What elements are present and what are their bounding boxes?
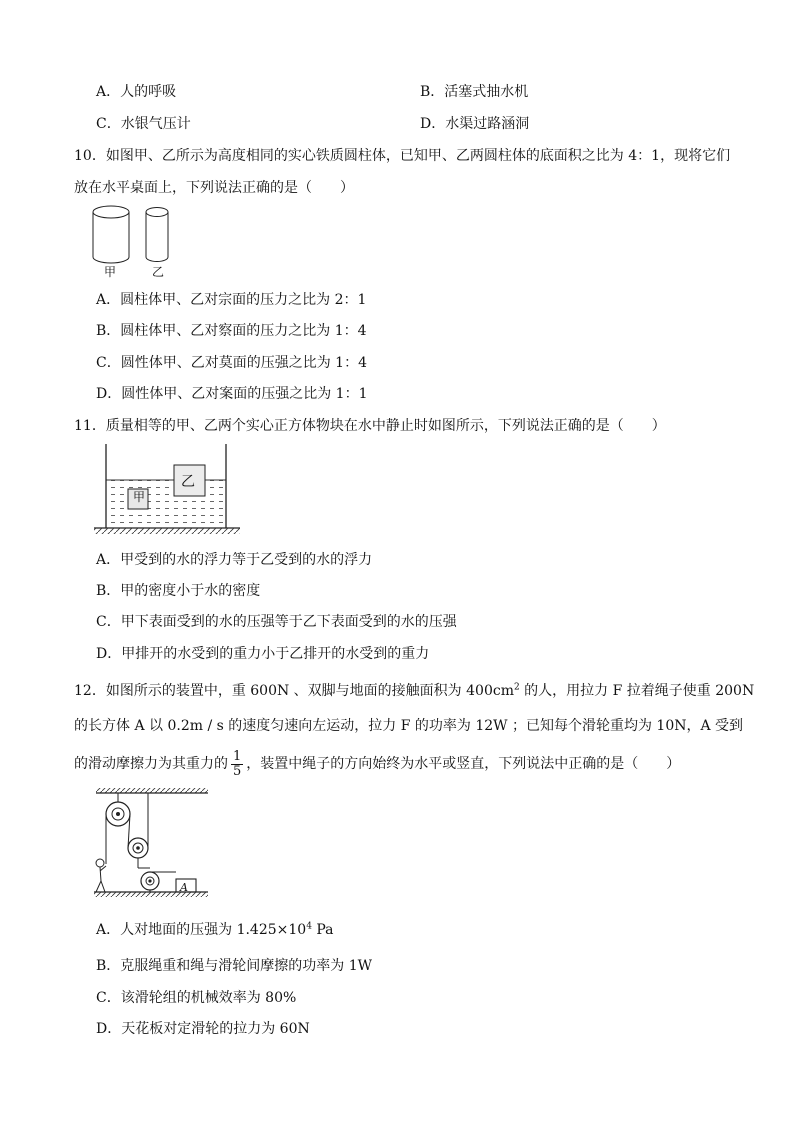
option-text: 人的呼吸 [120, 84, 177, 100]
q11-stem: 11．质量相等的甲、乙两个实心正方体物块在水中静止时如图所示，下列说法正确的是（ ） [74, 418, 666, 434]
option-letter: B． [96, 323, 121, 339]
option-text: 圆柱体甲、乙对察面的压力之比为 1：4 [120, 323, 367, 339]
option-text: 克服绳重和绳与滑轮间摩擦的功率为 1W [120, 958, 373, 974]
option-superscript: 4 [306, 921, 312, 932]
cylinder-jia-top [93, 206, 129, 218]
cylinder-label-jia: 甲 [104, 265, 117, 279]
floor-hatch [94, 892, 208, 897]
option-text: 圆性体甲、乙对莫面的压强之比为 1：4 [120, 355, 367, 371]
option-text: 该滑轮组的机械效率为 80% [120, 990, 297, 1006]
q10-option-c [96, 353, 367, 373]
q11-water-container-figure [92, 442, 242, 536]
option-letter: D． [420, 116, 446, 132]
q12-option-b [96, 956, 372, 976]
option-letter: C． [96, 614, 121, 630]
person-body [96, 866, 106, 892]
option-letter: D． [96, 1021, 122, 1037]
option-letter: B． [420, 84, 445, 100]
cylinder-yi-top [146, 208, 168, 217]
fraction-one-fifth [231, 750, 243, 779]
option-letter: D． [96, 646, 122, 662]
fraction-denominator: 5 [233, 763, 242, 779]
q10-stem-line2: 放在水平桌面上，下列说法正确的是（ ） [74, 180, 354, 196]
q11-option-c [96, 612, 457, 632]
option-letter: C． [96, 116, 121, 132]
stem-text: ，装置中绳子的方向始终为水平或竖直，下列说法中正确的是（ ） [246, 756, 681, 772]
option-text: 甲受到的水的浮力等于乙受到的水的浮力 [120, 552, 373, 568]
q12-stem-line1 [74, 681, 754, 701]
stem-superscript: 2 [513, 682, 520, 693]
q9-option-b [420, 82, 528, 102]
option-text: 水银气压计 [120, 116, 191, 132]
option-letter: A． [96, 552, 121, 568]
block-label-jia: 甲 [133, 490, 146, 504]
water-region [106, 480, 226, 528]
option-text: 圆柱体甲、乙对宗面的压力之比为 2：1 [120, 292, 367, 308]
option-text: 甲下表面受到的水的压强等于乙下表面受到的水的压强 [120, 614, 457, 630]
q12-pulley-system-figure [92, 786, 212, 900]
block-a-label: A [180, 881, 188, 894]
person-head [96, 859, 104, 867]
stem-text: 12．如图所示的装置中，重 600N 、双脚与地面的接触面积为 400cm [74, 683, 514, 699]
fraction-numerator: 1 [233, 748, 242, 764]
q12-option-a [96, 920, 334, 940]
q10-option-b [96, 321, 367, 341]
option-text: 水渠过路涵洞 [445, 116, 530, 132]
option-letter: D． [96, 386, 122, 402]
ceiling-hatch [96, 788, 208, 793]
q11-option-b [96, 581, 260, 601]
stem-text: 的滑动摩擦力为其重力的 [74, 756, 228, 772]
option-letter: A． [96, 84, 121, 100]
option-text: 圆性体甲、乙对案面的压强之比为 1：1 [121, 386, 368, 402]
option-text: 天花板对定滑轮的拉力为 60N [121, 1021, 310, 1037]
q12-option-c [96, 988, 296, 1008]
stem-text: 的人，用拉力 F 拉着绳子使重 200N [519, 683, 755, 699]
option-text: 活塞式抽水机 [444, 84, 529, 100]
option-letter: B． [96, 958, 121, 974]
q11-option-a [96, 550, 372, 570]
q9-option-a [96, 82, 176, 102]
option-text: Pa [311, 922, 334, 938]
q10-stem-line1: 10．如图甲、乙所示为高度相同的实心铁质圆柱体，已知甲、乙两圆柱体的底面积之比为 4：1，现将它们 [74, 148, 731, 164]
q10-cylinders-figure [88, 200, 188, 282]
cylinder-label-yi: 乙 [152, 265, 165, 279]
q11-option-d [96, 644, 429, 664]
option-letter: A． [96, 292, 121, 308]
q12-stem-line2: 的长方体 A 以 0.2m / s 的速度匀速向左运动，拉力 F 的功率为 12W ；已知每个滑轮重均为 10N，A 受到 [74, 718, 744, 734]
option-text: 人对地面的压强为 1.425×10 [120, 922, 307, 938]
ground-hatch [94, 528, 240, 534]
q12-stem-line3 [74, 748, 680, 780]
q9-option-d [420, 114, 529, 134]
q9-option-c [96, 114, 191, 134]
option-letter: C． [96, 355, 121, 371]
q10-option-d [96, 384, 368, 404]
option-text: 甲排开的水受到的重力小于乙排开的水受到的重力 [121, 646, 430, 662]
block-label-yi: 乙 [181, 474, 195, 490]
option-text: 甲的密度小于水的密度 [120, 583, 261, 599]
option-letter: B． [96, 583, 121, 599]
q10-option-a [96, 290, 366, 310]
option-letter: C． [96, 990, 121, 1006]
q12-option-d [96, 1019, 310, 1039]
option-letter: A． [96, 922, 121, 938]
